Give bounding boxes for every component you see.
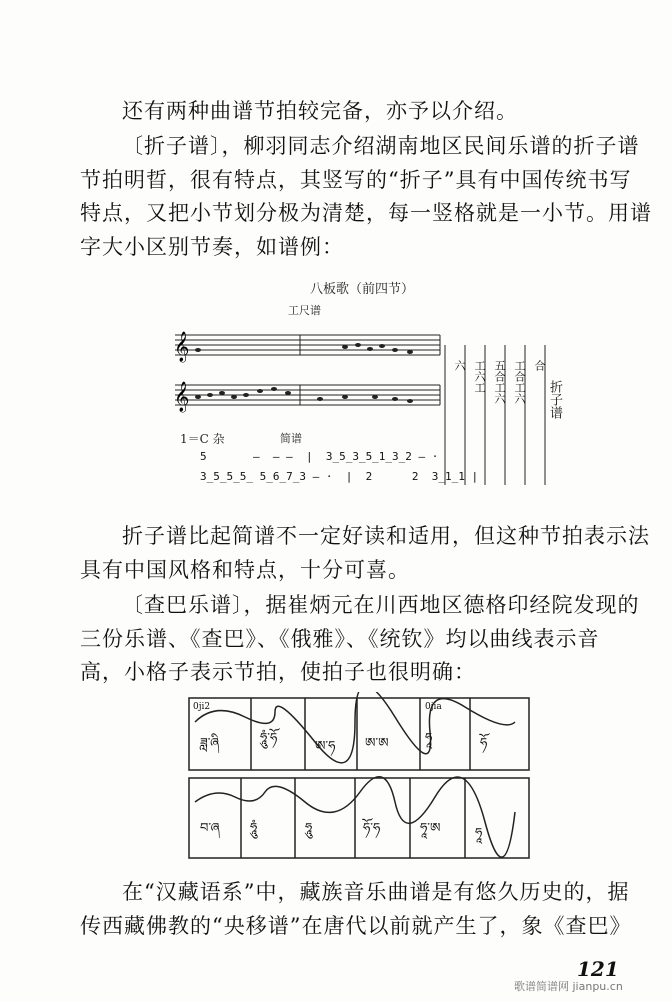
text-line: 具有中国风格和特点，十分可喜。 [80,557,410,582]
svg-text:ཧཱུཾ་ཧོ: ཧཱུཾ་ཧོ [260,731,278,746]
treble-clef-icon: 𝄞 [174,382,190,412]
text-line: 高，小格子表示节拍，使拍子也很明确： [80,660,476,684]
zhezi-column: 工六工 [473,360,486,393]
text-line: 〔折子谱〕，柳羽同志介绍湖南地区民间乐谱的折子谱 [122,134,640,158]
text-line: 节拍明晢，很有特点，其竖写的“折子”具有中国传统书写 [80,167,632,192]
svg-text:ཧོ: ཧོ [480,736,488,751]
text-line: 折子谱比起简谱不一定好读和适用，但这种节拍表示法 [122,524,650,548]
jianpu-row: 5 — — — | 3̲5̲3̲5̲1̲3̲2 — · [200,450,439,463]
svg-text:ཧོ་ཧ: ཧོ་ཧ [363,821,381,836]
figure-zhezi-example [170,270,570,500]
svg-text:ཨ་ཧ: ཨ་ཧ [315,739,336,754]
text-line: 在“汉藏语系”中，藏族音乐曲谱是有悠久历史的，据 [122,880,630,904]
watermark: 歌谱简谱网 jianpu.cn [514,980,623,993]
svg-text:བ་ཞ: བ་ཞ [200,821,220,836]
paragraph-chaba [80,589,640,690]
svg-text:ཧཱ: ཧཱ [475,826,483,841]
paragraph-zhezi [80,130,652,264]
zhezi-label: 折子谱 [547,380,562,419]
svg-text:ཨ་ཨ: ཨ་ཨ [365,736,389,751]
treble-clef-icon: 𝄞 [174,332,190,362]
chaba-mark: 0jia [425,702,442,712]
svg-text:ཧཱ་ཨ: ཧཱ་ཨ [420,821,441,836]
svg-text:ཧཱུཾ: ཧཱུཾ [250,821,258,836]
svg-text:ཧཱུ: ཧཱུ [305,821,313,836]
key-label: 简谱 [280,432,302,445]
paragraph-tibetan [80,876,636,943]
paragraph-comment [80,520,650,587]
chaba-mark: 0ji2 [193,702,211,712]
text-line: 特点，又把小节划分极为清楚，每一竖格就是一小节。用谱 [80,201,652,225]
zhezi-column: 工合工六 [513,360,526,404]
key-signature: 1＝C 杂 [180,432,225,446]
zhezi-column: 五合工六 [493,360,506,404]
text-line: 还有两种曲谱节拍较完备，亦予以介绍。 [122,99,518,123]
zhezi-column: 合 [533,360,546,371]
svg-text:ཟླ་ཞི: ཟླ་ཞི [200,736,220,751]
jianpu-row: 3̲5̲5̲5̲ 5̲6̲7̲3 — · | 2 2 3̲1̲1 | [200,470,479,483]
text-line: 字大小区别节奏，如谱例： [80,234,344,259]
figure-title: 八板歌（前四节） [310,282,415,297]
figure-chaba-notation [185,692,535,872]
text-line: 传西藏佛教的“央移谱”在唐代以前就产生了，象《查巴》 [80,913,632,938]
text-line: 三份乐谱、《查巴》、《俄雅》、《统钦》均以曲线表示音 [80,626,600,651]
page-number: 121 [577,957,619,981]
svg-text:ཧཱ: ཧཱ [425,731,433,746]
zhezi-column: 六 [453,360,466,371]
text-line: 〔查巴乐谱〕，据崔炳元在川西地区德格印经院发现的 [122,593,640,617]
paragraph-intro [80,95,636,129]
figure-subtitle: 工尺谱 [288,304,321,317]
